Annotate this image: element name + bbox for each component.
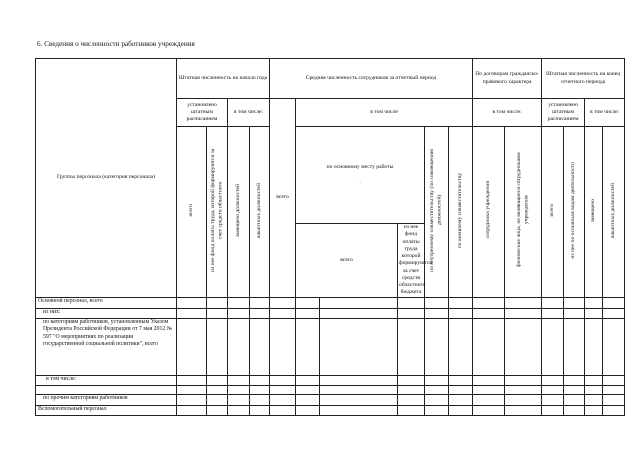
internal-part-time: по внутреннему совместительству (по совмещению должностей) [425,127,449,298]
contracts-in-that: в том числе: [473,99,542,127]
table-row [36,385,625,394]
avg-count-header: Средняя численность сотрудников за отчетный период [270,59,473,99]
in-that-start: в том числе: [228,99,270,127]
start-total: всего [177,127,207,298]
avg-total: всего [270,99,296,298]
row-including: в том числе: [36,375,177,385]
established-start: установлено штатным расписанием [177,99,228,127]
header-row-1 [36,59,625,99]
non-staff: физические лица, не являющиеся сотрудниками учреждения [505,127,542,298]
established-end: установлено штатным расписанием [542,99,585,127]
end-replaced: замещено [585,127,603,298]
groups-header: Группы персонала (категория персонала) [36,59,177,298]
table-row [36,405,625,415]
row-of-them: из них: [36,308,177,318]
table-row [36,375,625,385]
table-row [36,308,625,318]
in-that-end: в том числе: [585,99,625,127]
external-part-time: по внешнему совместительству [449,127,473,298]
end-vacant: вакантных должностей [603,127,625,298]
avg-in-that: в том числе [296,99,473,127]
section-title: 6. Сведения о численности работников учреждения [37,40,195,48]
personnel-table [35,58,625,416]
row-by-categories: по категориям работников, установленным Указом Президента Российской Федерации от 7 мая 2012 № 597 "О мероприятиях по реализации государственной социальной политики", всего [36,318,177,375]
end-total: всего [542,127,564,298]
main-total: всего [296,224,398,298]
end-basic-activity: из нее по основным видам деятельности [564,127,585,298]
start-replaced: замещено должностей [228,127,250,298]
start-vacant: вакантных должностей [250,127,270,298]
payroll-budget: из нее фонд оплаты труда которой формируются за счет средств областного бюджета [399,224,432,296]
staff-start-header: Штатная численность на начало года [177,59,270,99]
row-main-staff: Основной персонал, всего [36,297,177,308]
table-row [36,318,625,375]
staff-end-header: Штатная численность на конец отчетного периода [542,59,625,99]
institution-staff: сотрудники учреждения [473,127,505,298]
row-other-categories: по прочим категориям работников [36,394,177,405]
table-row [36,394,625,405]
contracts-header: По договорам гражданско-правового характера [473,59,542,99]
table-row [36,297,625,308]
row-auxiliary: Вспомогательный персонал [36,405,177,415]
main-workplace: по основному месту работы . [296,127,425,224]
start-regional-fund: из нее фонд оплаты труда, которой формируются за счет средств областного [207,127,228,298]
